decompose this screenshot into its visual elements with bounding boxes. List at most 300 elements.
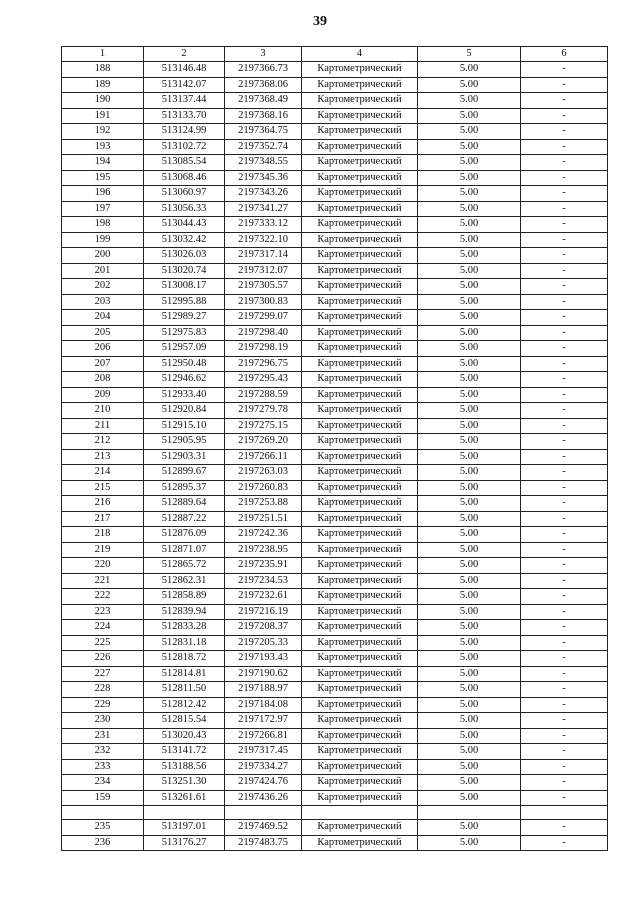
method-cell: Картометрический bbox=[302, 651, 418, 667]
accuracy-cell: 5.00 bbox=[418, 697, 521, 713]
note-cell: - bbox=[521, 93, 608, 109]
x-coordinate-cell: 512811.50 bbox=[144, 682, 225, 698]
y-coordinate-cell: 2197352.74 bbox=[225, 139, 302, 155]
point-number-cell: 208 bbox=[62, 372, 144, 388]
y-coordinate-cell: 2197234.53 bbox=[225, 573, 302, 589]
accuracy-cell: 5.00 bbox=[418, 589, 521, 605]
note-cell: - bbox=[521, 139, 608, 155]
x-coordinate-cell: 512876.09 bbox=[144, 527, 225, 543]
table-row bbox=[62, 325, 608, 341]
point-number-cell: 213 bbox=[62, 449, 144, 465]
accuracy-cell: 5.00 bbox=[418, 620, 521, 636]
point-number-cell: 196 bbox=[62, 186, 144, 202]
method-cell: Картометрический bbox=[302, 372, 418, 388]
x-coordinate-cell: 512989.27 bbox=[144, 310, 225, 326]
table-row bbox=[62, 558, 608, 574]
x-coordinate-cell: 512975.83 bbox=[144, 325, 225, 341]
x-coordinate-cell: 512833.28 bbox=[144, 620, 225, 636]
table-row bbox=[62, 108, 608, 124]
note-cell: - bbox=[521, 635, 608, 651]
accuracy-cell: 5.00 bbox=[418, 480, 521, 496]
table-row bbox=[62, 155, 608, 171]
point-number-cell: 193 bbox=[62, 139, 144, 155]
x-coordinate-cell: 512920.84 bbox=[144, 403, 225, 419]
point-number-cell: 214 bbox=[62, 465, 144, 481]
column-header: 1 bbox=[62, 47, 144, 62]
x-coordinate-cell: 513044.43 bbox=[144, 217, 225, 233]
accuracy-cell: 5.00 bbox=[418, 170, 521, 186]
point-number-cell: 236 bbox=[62, 835, 144, 851]
y-coordinate-cell: 2197368.49 bbox=[225, 93, 302, 109]
table-row bbox=[62, 170, 608, 186]
point-number-cell: 190 bbox=[62, 93, 144, 109]
table-row bbox=[62, 511, 608, 527]
point-number-cell: 207 bbox=[62, 356, 144, 372]
x-coordinate-cell: 512995.88 bbox=[144, 294, 225, 310]
note-cell: - bbox=[521, 465, 608, 481]
point-number-cell: 219 bbox=[62, 542, 144, 558]
table-row bbox=[62, 77, 608, 93]
x-coordinate-cell: 513146.48 bbox=[144, 62, 225, 78]
x-coordinate-cell: 512831.18 bbox=[144, 635, 225, 651]
table-body-spacer bbox=[62, 806, 608, 820]
method-cell: Картометрический bbox=[302, 217, 418, 233]
y-coordinate-cell: 2197483.75 bbox=[225, 835, 302, 851]
note-cell: - bbox=[521, 835, 608, 851]
table-row bbox=[62, 232, 608, 248]
table-body bbox=[62, 62, 608, 806]
table-row bbox=[62, 682, 608, 698]
table-header-row bbox=[62, 47, 608, 62]
table-row bbox=[62, 496, 608, 512]
column-header: 4 bbox=[302, 47, 418, 62]
y-coordinate-cell: 2197296.75 bbox=[225, 356, 302, 372]
point-number-cell: 222 bbox=[62, 589, 144, 605]
x-coordinate-cell: 512887.22 bbox=[144, 511, 225, 527]
point-number-cell: 229 bbox=[62, 697, 144, 713]
point-number-cell: 194 bbox=[62, 155, 144, 171]
table-row bbox=[62, 728, 608, 744]
accuracy-cell: 5.00 bbox=[418, 93, 521, 109]
accuracy-cell: 5.00 bbox=[418, 217, 521, 233]
x-coordinate-cell: 513102.72 bbox=[144, 139, 225, 155]
note-cell: - bbox=[521, 217, 608, 233]
y-coordinate-cell: 2197188.97 bbox=[225, 682, 302, 698]
x-coordinate-cell: 513137.44 bbox=[144, 93, 225, 109]
method-cell: Картометрический bbox=[302, 62, 418, 78]
table-row bbox=[62, 775, 608, 791]
x-coordinate-cell: 512812.42 bbox=[144, 697, 225, 713]
table-row bbox=[62, 356, 608, 372]
y-coordinate-cell: 2197190.62 bbox=[225, 666, 302, 682]
method-cell: Картометрический bbox=[302, 820, 418, 836]
method-cell: Картометрический bbox=[302, 682, 418, 698]
accuracy-cell: 5.00 bbox=[418, 635, 521, 651]
accuracy-cell: 5.00 bbox=[418, 573, 521, 589]
accuracy-cell: 5.00 bbox=[418, 744, 521, 760]
x-coordinate-cell: 513188.56 bbox=[144, 759, 225, 775]
y-coordinate-cell: 2197368.16 bbox=[225, 108, 302, 124]
table-row bbox=[62, 341, 608, 357]
method-cell: Картометрический bbox=[302, 713, 418, 729]
table-row bbox=[62, 434, 608, 450]
method-cell: Картометрический bbox=[302, 341, 418, 357]
y-coordinate-cell: 2197436.26 bbox=[225, 790, 302, 806]
table-row bbox=[62, 124, 608, 140]
y-coordinate-cell: 2197295.43 bbox=[225, 372, 302, 388]
y-coordinate-cell: 2197193.43 bbox=[225, 651, 302, 667]
method-cell: Картометрический bbox=[302, 511, 418, 527]
point-number-cell: 231 bbox=[62, 728, 144, 744]
table-row bbox=[62, 139, 608, 155]
table-row bbox=[62, 480, 608, 496]
point-number-cell: 230 bbox=[62, 713, 144, 729]
x-coordinate-cell: 513020.74 bbox=[144, 263, 225, 279]
note-cell: - bbox=[521, 790, 608, 806]
blank-cell bbox=[302, 806, 418, 820]
y-coordinate-cell: 2197317.14 bbox=[225, 248, 302, 264]
method-cell: Картометрический bbox=[302, 697, 418, 713]
accuracy-cell: 5.00 bbox=[418, 496, 521, 512]
table-row bbox=[62, 666, 608, 682]
x-coordinate-cell: 512903.31 bbox=[144, 449, 225, 465]
note-cell: - bbox=[521, 682, 608, 698]
point-number-cell: 197 bbox=[62, 201, 144, 217]
table-row bbox=[62, 790, 608, 806]
method-cell: Картометрический bbox=[302, 573, 418, 589]
point-number-cell: 234 bbox=[62, 775, 144, 791]
accuracy-cell: 5.00 bbox=[418, 77, 521, 93]
note-cell: - bbox=[521, 403, 608, 419]
y-coordinate-cell: 2197333.12 bbox=[225, 217, 302, 233]
x-coordinate-cell: 513141.72 bbox=[144, 744, 225, 760]
note-cell: - bbox=[521, 527, 608, 543]
note-cell: - bbox=[521, 449, 608, 465]
x-coordinate-cell: 513068.46 bbox=[144, 170, 225, 186]
note-cell: - bbox=[521, 201, 608, 217]
method-cell: Картометрический bbox=[302, 790, 418, 806]
accuracy-cell: 5.00 bbox=[418, 186, 521, 202]
method-cell: Картометрический bbox=[302, 201, 418, 217]
method-cell: Картометрический bbox=[302, 170, 418, 186]
note-cell: - bbox=[521, 573, 608, 589]
note-cell: - bbox=[521, 387, 608, 403]
method-cell: Картометрический bbox=[302, 279, 418, 295]
note-cell: - bbox=[521, 434, 608, 450]
method-cell: Картометрический bbox=[302, 449, 418, 465]
x-coordinate-cell: 513124.99 bbox=[144, 124, 225, 140]
blank-cell bbox=[144, 806, 225, 820]
y-coordinate-cell: 2197341.27 bbox=[225, 201, 302, 217]
y-coordinate-cell: 2197260.83 bbox=[225, 480, 302, 496]
table-row bbox=[62, 201, 608, 217]
x-coordinate-cell: 512814.81 bbox=[144, 666, 225, 682]
x-coordinate-cell: 512862.31 bbox=[144, 573, 225, 589]
accuracy-cell: 5.00 bbox=[418, 372, 521, 388]
y-coordinate-cell: 2197298.40 bbox=[225, 325, 302, 341]
note-cell: - bbox=[521, 294, 608, 310]
accuracy-cell: 5.00 bbox=[418, 62, 521, 78]
y-coordinate-cell: 2197322.10 bbox=[225, 232, 302, 248]
point-number-cell: 223 bbox=[62, 604, 144, 620]
point-number-cell: 232 bbox=[62, 744, 144, 760]
method-cell: Картометрический bbox=[302, 93, 418, 109]
note-cell: - bbox=[521, 356, 608, 372]
accuracy-cell: 5.00 bbox=[418, 682, 521, 698]
y-coordinate-cell: 2197253.88 bbox=[225, 496, 302, 512]
column-header: 5 bbox=[418, 47, 521, 62]
accuracy-cell: 5.00 bbox=[418, 527, 521, 543]
x-coordinate-cell: 512895.37 bbox=[144, 480, 225, 496]
y-coordinate-cell: 2197235.91 bbox=[225, 558, 302, 574]
point-number-cell: 205 bbox=[62, 325, 144, 341]
point-number-cell: 206 bbox=[62, 341, 144, 357]
table-row bbox=[62, 604, 608, 620]
point-number-cell: 209 bbox=[62, 387, 144, 403]
accuracy-cell: 5.00 bbox=[418, 465, 521, 481]
x-coordinate-cell: 512899.67 bbox=[144, 465, 225, 481]
accuracy-cell: 5.00 bbox=[418, 820, 521, 836]
y-coordinate-cell: 2197312.07 bbox=[225, 263, 302, 279]
table-row bbox=[62, 542, 608, 558]
accuracy-cell: 5.00 bbox=[418, 604, 521, 620]
x-coordinate-cell: 512933.40 bbox=[144, 387, 225, 403]
table-row bbox=[62, 279, 608, 295]
blank-cell bbox=[521, 806, 608, 820]
x-coordinate-cell: 512865.72 bbox=[144, 558, 225, 574]
table-row bbox=[62, 248, 608, 264]
note-cell: - bbox=[521, 279, 608, 295]
method-cell: Картометрический bbox=[302, 418, 418, 434]
note-cell: - bbox=[521, 418, 608, 434]
method-cell: Картометрический bbox=[302, 155, 418, 171]
method-cell: Картометрический bbox=[302, 635, 418, 651]
table-body-continued bbox=[62, 820, 608, 851]
y-coordinate-cell: 2197364.75 bbox=[225, 124, 302, 140]
y-coordinate-cell: 2197172.97 bbox=[225, 713, 302, 729]
note-cell: - bbox=[521, 713, 608, 729]
accuracy-cell: 5.00 bbox=[418, 325, 521, 341]
accuracy-cell: 5.00 bbox=[418, 418, 521, 434]
table-row bbox=[62, 589, 608, 605]
x-coordinate-cell: 513197.01 bbox=[144, 820, 225, 836]
x-coordinate-cell: 513032.42 bbox=[144, 232, 225, 248]
accuracy-cell: 5.00 bbox=[418, 790, 521, 806]
table-row bbox=[62, 372, 608, 388]
blank-cell bbox=[225, 806, 302, 820]
table-row bbox=[62, 527, 608, 543]
note-cell: - bbox=[521, 232, 608, 248]
y-coordinate-cell: 2197288.59 bbox=[225, 387, 302, 403]
x-coordinate-cell: 513261.61 bbox=[144, 790, 225, 806]
note-cell: - bbox=[521, 496, 608, 512]
table-row bbox=[62, 217, 608, 233]
accuracy-cell: 5.00 bbox=[418, 294, 521, 310]
x-coordinate-cell: 513142.07 bbox=[144, 77, 225, 93]
point-number-cell: 159 bbox=[62, 790, 144, 806]
point-number-cell: 228 bbox=[62, 682, 144, 698]
note-cell: - bbox=[521, 186, 608, 202]
point-number-cell: 198 bbox=[62, 217, 144, 233]
note-cell: - bbox=[521, 604, 608, 620]
column-header: 6 bbox=[521, 47, 608, 62]
method-cell: Картометрический bbox=[302, 434, 418, 450]
y-coordinate-cell: 2197266.81 bbox=[225, 728, 302, 744]
x-coordinate-cell: 512858.89 bbox=[144, 589, 225, 605]
point-number-cell: 212 bbox=[62, 434, 144, 450]
y-coordinate-cell: 2197208.37 bbox=[225, 620, 302, 636]
y-coordinate-cell: 2197269.20 bbox=[225, 434, 302, 450]
method-cell: Картометрический bbox=[302, 589, 418, 605]
note-cell: - bbox=[521, 170, 608, 186]
y-coordinate-cell: 2197317.45 bbox=[225, 744, 302, 760]
accuracy-cell: 5.00 bbox=[418, 759, 521, 775]
point-number-cell: 218 bbox=[62, 527, 144, 543]
point-number-cell: 211 bbox=[62, 418, 144, 434]
x-coordinate-cell: 513060.97 bbox=[144, 186, 225, 202]
method-cell: Картометрический bbox=[302, 759, 418, 775]
accuracy-cell: 5.00 bbox=[418, 279, 521, 295]
accuracy-cell: 5.00 bbox=[418, 403, 521, 419]
table-row bbox=[62, 713, 608, 729]
point-number-cell: 192 bbox=[62, 124, 144, 140]
y-coordinate-cell: 2197305.57 bbox=[225, 279, 302, 295]
table-row bbox=[62, 263, 608, 279]
method-cell: Картометрический bbox=[302, 775, 418, 791]
x-coordinate-cell: 513008.17 bbox=[144, 279, 225, 295]
note-cell: - bbox=[521, 697, 608, 713]
y-coordinate-cell: 2197238.95 bbox=[225, 542, 302, 558]
method-cell: Картометрический bbox=[302, 728, 418, 744]
method-cell: Картометрический bbox=[302, 77, 418, 93]
table-row bbox=[62, 620, 608, 636]
x-coordinate-cell: 512815.54 bbox=[144, 713, 225, 729]
table-row bbox=[62, 465, 608, 481]
y-coordinate-cell: 2197469.52 bbox=[225, 820, 302, 836]
point-number-cell: 216 bbox=[62, 496, 144, 512]
y-coordinate-cell: 2197300.83 bbox=[225, 294, 302, 310]
accuracy-cell: 5.00 bbox=[418, 558, 521, 574]
x-coordinate-cell: 512957.09 bbox=[144, 341, 225, 357]
method-cell: Картометрический bbox=[302, 480, 418, 496]
point-number-cell: 227 bbox=[62, 666, 144, 682]
table-row bbox=[62, 62, 608, 78]
method-cell: Картометрический bbox=[302, 186, 418, 202]
y-coordinate-cell: 2197263.03 bbox=[225, 465, 302, 481]
accuracy-cell: 5.00 bbox=[418, 139, 521, 155]
point-number-cell: 217 bbox=[62, 511, 144, 527]
point-number-cell: 233 bbox=[62, 759, 144, 775]
note-cell: - bbox=[521, 511, 608, 527]
method-cell: Картометрический bbox=[302, 744, 418, 760]
table-row bbox=[62, 403, 608, 419]
x-coordinate-cell: 513020.43 bbox=[144, 728, 225, 744]
x-coordinate-cell: 512839.94 bbox=[144, 604, 225, 620]
note-cell: - bbox=[521, 666, 608, 682]
method-cell: Картометрический bbox=[302, 232, 418, 248]
accuracy-cell: 5.00 bbox=[418, 341, 521, 357]
x-coordinate-cell: 513251.30 bbox=[144, 775, 225, 791]
accuracy-cell: 5.00 bbox=[418, 728, 521, 744]
point-number-cell: 221 bbox=[62, 573, 144, 589]
accuracy-cell: 5.00 bbox=[418, 248, 521, 264]
y-coordinate-cell: 2197205.33 bbox=[225, 635, 302, 651]
note-cell: - bbox=[521, 775, 608, 791]
note-cell: - bbox=[521, 248, 608, 264]
method-cell: Картометрический bbox=[302, 835, 418, 851]
point-number-cell: 226 bbox=[62, 651, 144, 667]
blank-row bbox=[62, 806, 608, 820]
point-number-cell: 200 bbox=[62, 248, 144, 264]
blank-cell bbox=[62, 806, 144, 820]
note-cell: - bbox=[521, 341, 608, 357]
accuracy-cell: 5.00 bbox=[418, 511, 521, 527]
method-cell: Картометрический bbox=[302, 325, 418, 341]
x-coordinate-cell: 512889.64 bbox=[144, 496, 225, 512]
note-cell: - bbox=[521, 263, 608, 279]
method-cell: Картометрический bbox=[302, 387, 418, 403]
point-number-cell: 189 bbox=[62, 77, 144, 93]
y-coordinate-cell: 2197266.11 bbox=[225, 449, 302, 465]
point-number-cell: 225 bbox=[62, 635, 144, 651]
point-number-cell: 215 bbox=[62, 480, 144, 496]
x-coordinate-cell: 512915.10 bbox=[144, 418, 225, 434]
table-row bbox=[62, 697, 608, 713]
point-number-cell: 191 bbox=[62, 108, 144, 124]
note-cell: - bbox=[521, 480, 608, 496]
method-cell: Картометрический bbox=[302, 620, 418, 636]
method-cell: Картометрический bbox=[302, 139, 418, 155]
note-cell: - bbox=[521, 77, 608, 93]
accuracy-cell: 5.00 bbox=[418, 310, 521, 326]
method-cell: Картометрический bbox=[302, 248, 418, 264]
accuracy-cell: 5.00 bbox=[418, 835, 521, 851]
method-cell: Картометрический bbox=[302, 294, 418, 310]
method-cell: Картометрический bbox=[302, 403, 418, 419]
x-coordinate-cell: 512818.72 bbox=[144, 651, 225, 667]
note-cell: - bbox=[521, 744, 608, 760]
blank-cell bbox=[418, 806, 521, 820]
note-cell: - bbox=[521, 62, 608, 78]
table-row bbox=[62, 573, 608, 589]
y-coordinate-cell: 2197345.36 bbox=[225, 170, 302, 186]
note-cell: - bbox=[521, 325, 608, 341]
note-cell: - bbox=[521, 558, 608, 574]
x-coordinate-cell: 512871.07 bbox=[144, 542, 225, 558]
note-cell: - bbox=[521, 310, 608, 326]
note-cell: - bbox=[521, 728, 608, 744]
point-number-cell: 220 bbox=[62, 558, 144, 574]
table-row bbox=[62, 186, 608, 202]
y-coordinate-cell: 2197368.06 bbox=[225, 77, 302, 93]
x-coordinate-cell: 513176.27 bbox=[144, 835, 225, 851]
method-cell: Картометрический bbox=[302, 542, 418, 558]
accuracy-cell: 5.00 bbox=[418, 775, 521, 791]
point-number-cell: 235 bbox=[62, 820, 144, 836]
x-coordinate-cell: 513133.70 bbox=[144, 108, 225, 124]
note-cell: - bbox=[521, 108, 608, 124]
y-coordinate-cell: 2197232.61 bbox=[225, 589, 302, 605]
point-number-cell: 204 bbox=[62, 310, 144, 326]
method-cell: Картометрический bbox=[302, 465, 418, 481]
accuracy-cell: 5.00 bbox=[418, 155, 521, 171]
method-cell: Картометрический bbox=[302, 604, 418, 620]
method-cell: Картометрический bbox=[302, 108, 418, 124]
note-cell: - bbox=[521, 124, 608, 140]
note-cell: - bbox=[521, 542, 608, 558]
x-coordinate-cell: 513056.33 bbox=[144, 201, 225, 217]
y-coordinate-cell: 2197298.19 bbox=[225, 341, 302, 357]
